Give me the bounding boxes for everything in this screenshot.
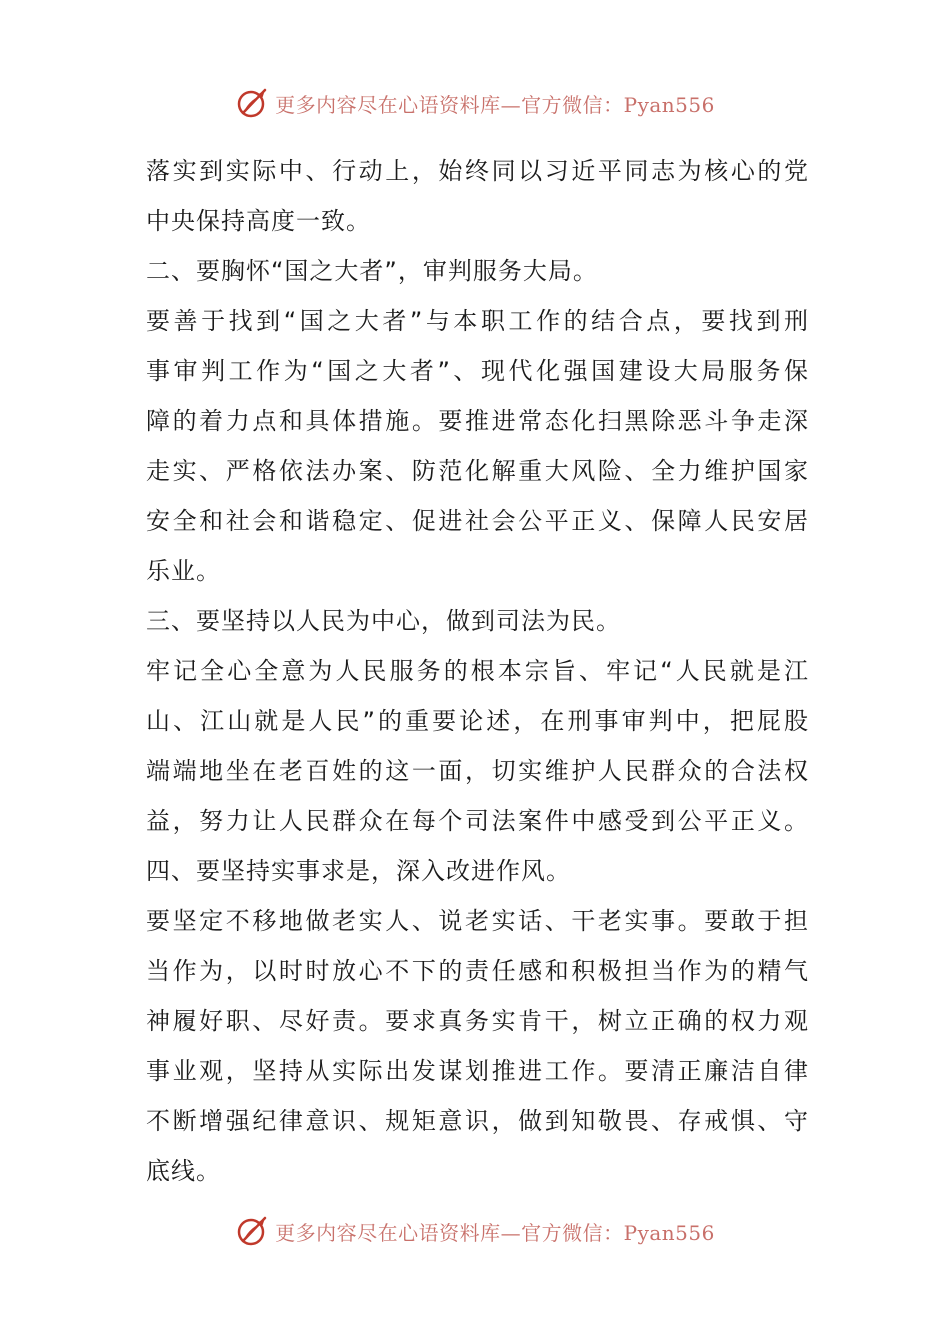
header-banner-text: 更多内容尽在心语资料库—官方微信：Pyan556 <box>275 92 715 117</box>
footer-banner-text: 更多内容尽在心语资料库—官方微信：Pyan556 <box>275 1220 715 1245</box>
text-line: 端端地坐在老百姓的这一面，切实维护人民群众的合法权 <box>146 757 808 785</box>
text-line: 二、要胸怀“国之大者”，审判服务大局。 <box>146 257 598 285</box>
text-line: 安全和社会和谐稳定、促进社会公平正义、保障人民安居 <box>146 507 808 535</box>
text-line: 三、要坚持以人民为中心，做到司法为民。 <box>146 607 621 635</box>
text-line: 不断增强纪律意识、规矩意识，做到知敬畏、存戒惧、守 <box>146 1107 808 1135</box>
text-line: 当作为，以时时放心不下的责任感和积极担当作为的精气 <box>146 957 808 985</box>
text-line: 神履好职、尽好责。要求真务实肯干，树立正确的权力观 <box>146 1007 808 1035</box>
text-line: 障的着力点和具体措施。要推进常态化扫黑除恶斗争走深 <box>146 407 808 435</box>
text-line: 中央保持高度一致。 <box>146 207 371 235</box>
text-line: 四、要坚持实事求是，深入改进作风。 <box>146 857 571 885</box>
text-line: 底线。 <box>146 1157 221 1185</box>
text-line: 牢记全心全意为人民服务的根本宗旨、牢记“人民就是江 <box>146 657 808 685</box>
quill-logo-icon <box>235 85 271 121</box>
text-line: 山、江山就是人民”的重要论述，在刑事审判中，把屁股 <box>146 707 808 735</box>
text-line: 事业观，坚持从实际出发谋划推进工作。要清正廉洁自律 <box>146 1057 808 1085</box>
header-banner <box>0 83 950 123</box>
text-line: 走实、严格依法办案、防范化解重大风险、全力维护国家 <box>146 457 808 485</box>
text-line: 要坚定不移地做老实人、说老实话、干老实事。要敢于担 <box>146 907 808 935</box>
text-line: 乐业。 <box>146 557 221 585</box>
quill-logo-icon <box>235 1213 271 1249</box>
text-line: 事审判工作为“国之大者”、现代化强国建设大局服务保 <box>146 357 808 385</box>
text-line: 益，努力让人民群众在每个司法案件中感受到公平正义。 <box>146 807 808 835</box>
footer-banner <box>0 1211 950 1251</box>
document-body <box>146 146 808 1196</box>
text-line: 落实到实际中、行动上，始终同以习近平同志为核心的党 <box>146 157 808 185</box>
text-line: 要善于找到“国之大者”与本职工作的结合点，要找到刑 <box>146 307 808 335</box>
